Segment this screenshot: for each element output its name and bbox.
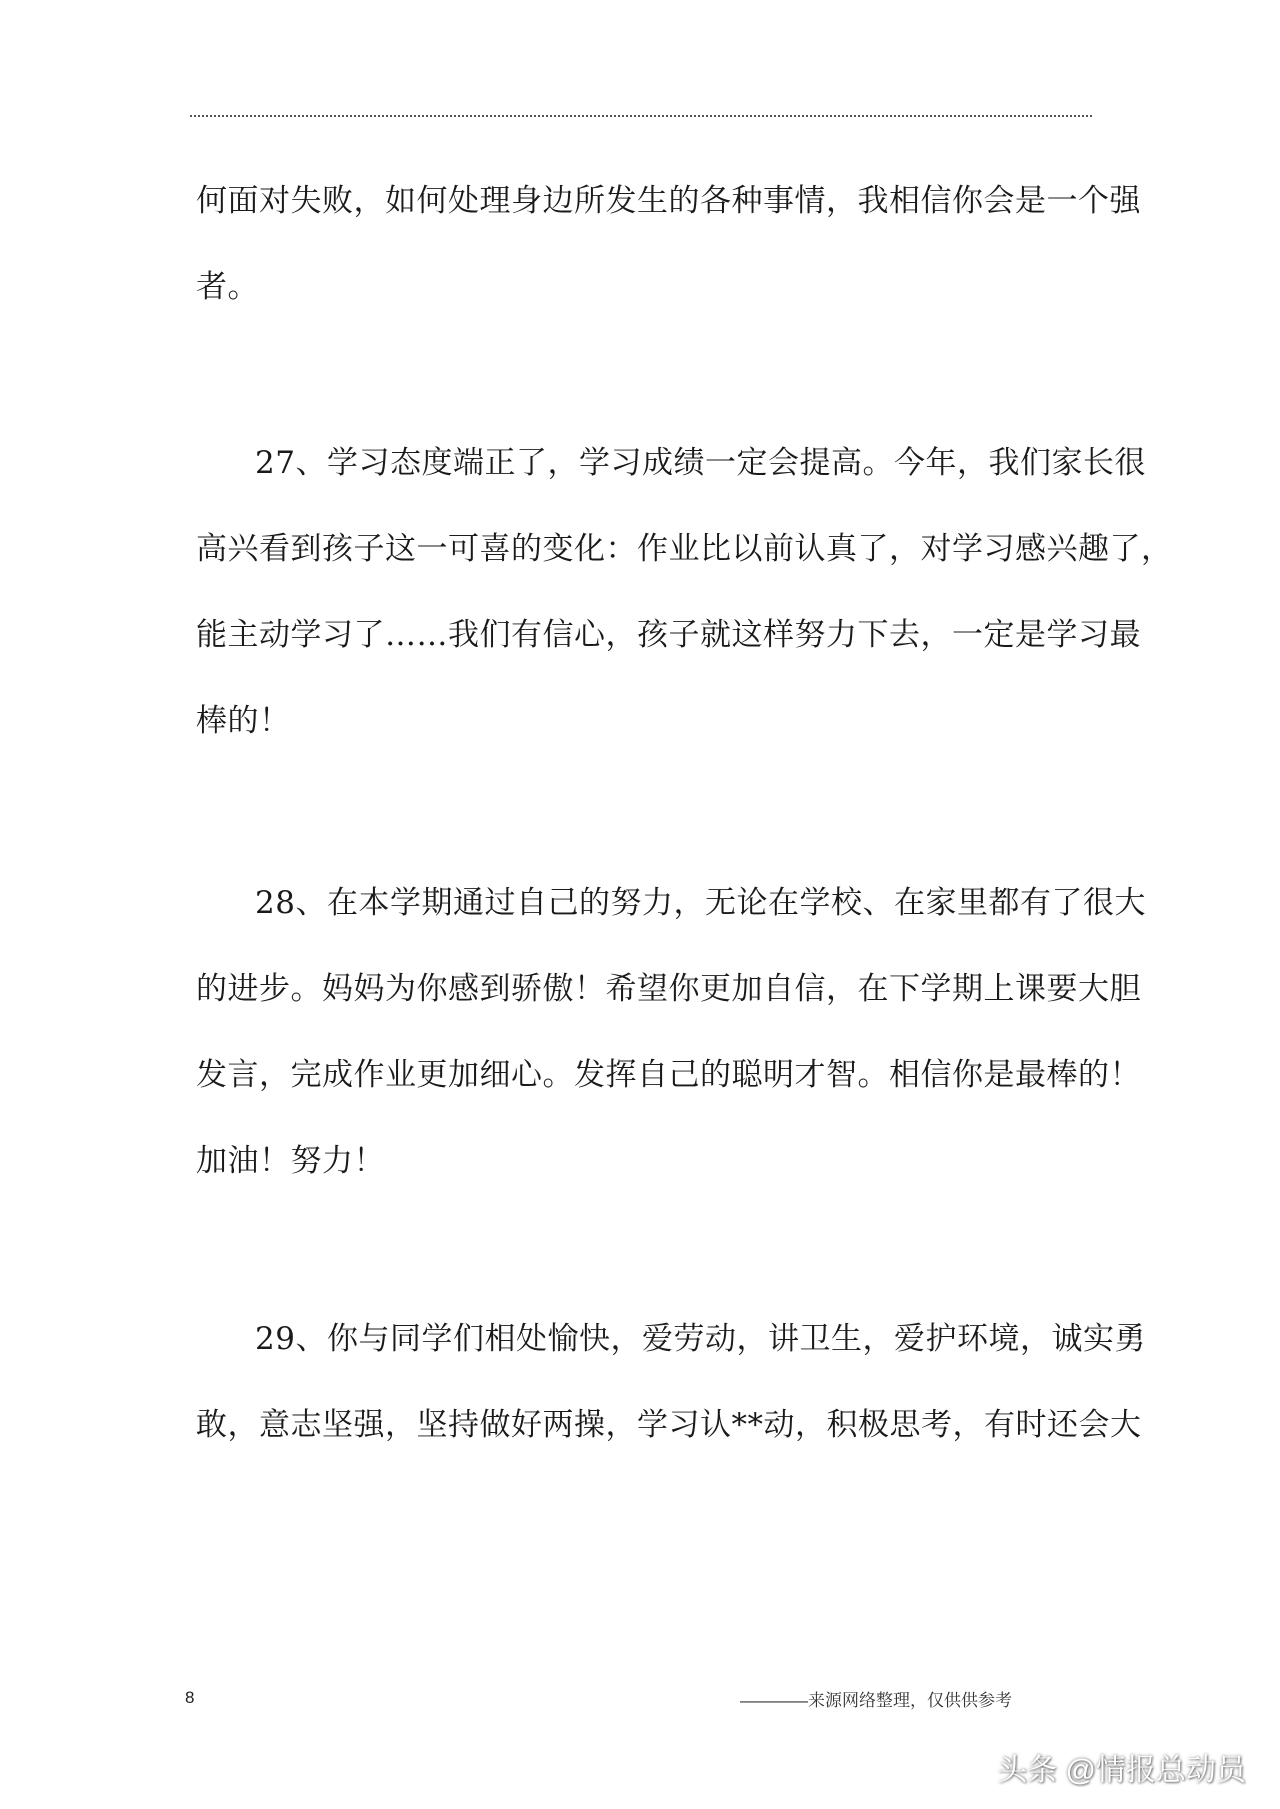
paragraph-line: 发言，完成作业更加细心。发挥自己的聪明才智。相信你是最棒的！ xyxy=(196,1057,1141,1093)
paragraph-continued xyxy=(196,158,1141,330)
paragraph-27 xyxy=(196,420,1173,764)
paragraph-line: 能主动学习了……我们有信心，孩子就这样努力下去，一定是学习最 xyxy=(196,617,1141,653)
paragraph-line: 棒的！ xyxy=(196,703,291,739)
paragraph-line: 高兴看到孩子这一可喜的变化：作业比以前认真了，对学习感兴趣了， xyxy=(196,531,1173,567)
paragraph-line: 28、在本学期通过自己的努力，无论在学校、在家里都有了很大 xyxy=(255,885,1146,921)
paragraph-line: 27、学习态度端正了，学习成绩一定会提高。今年，我们家长很 xyxy=(255,445,1146,481)
paragraph-line: 者。 xyxy=(196,269,259,305)
paragraph-line: 加油！努力！ xyxy=(196,1143,385,1179)
paragraph-28 xyxy=(196,860,1146,1204)
footer-source-note: ————来源网络整理，仅供供参考 xyxy=(740,1691,1012,1710)
paragraph-29 xyxy=(196,1296,1146,1468)
watermark-label: 头条 @情报总动员 xyxy=(997,1754,1246,1787)
header-dotted-rule xyxy=(190,115,1092,117)
page-number: 8 xyxy=(185,1688,195,1707)
paragraph-line: 29、你与同学们相处愉快，爱劳动，讲卫生，爱护环境，诚实勇 xyxy=(255,1321,1146,1357)
paragraph-line: 敢，意志坚强，坚持做好两操，学习认**动，积极思考，有时还会大 xyxy=(196,1407,1142,1443)
paragraph-line: 何面对失败，如何处理身边所发生的各种事情，我相信你会是一个强 xyxy=(196,183,1141,219)
paragraph-line: 的进步。妈妈为你感到骄傲！希望你更加自信，在下学期上课要大胆 xyxy=(196,971,1141,1007)
